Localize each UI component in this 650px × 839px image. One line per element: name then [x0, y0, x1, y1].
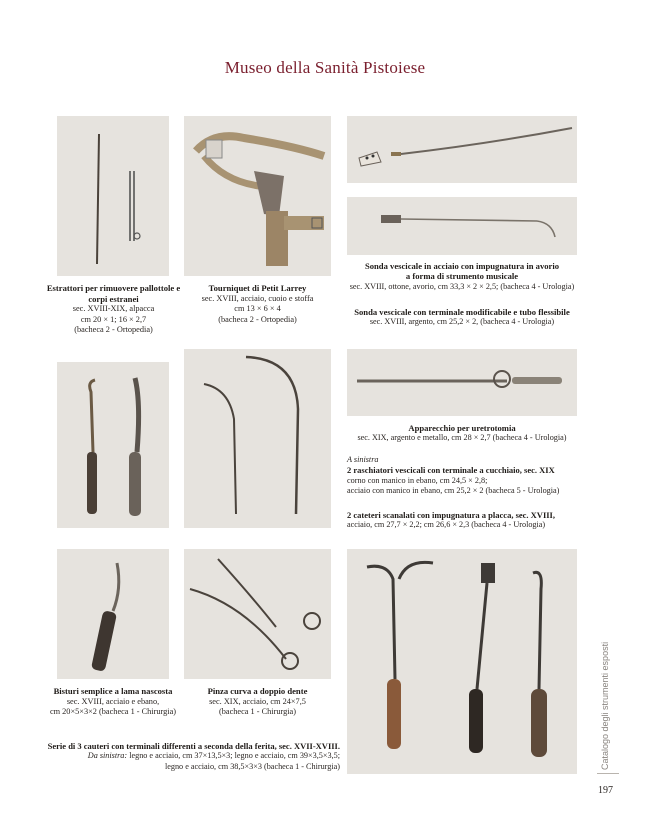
- caption-line: cm 20 × 1; 16 × 2,7: [80, 314, 147, 324]
- caption-tourniquet: [184, 283, 331, 325]
- caption-bisturi: [42, 686, 184, 718]
- caption-line: corno con manico in ebano, cm 24,5 × 2,8;: [347, 475, 488, 485]
- caption-line: sec. XVIII, argento, cm 25,2 × 2, (bacheca 4 - Urologia): [369, 317, 555, 327]
- caption-line: cm 13 × 6 × 4: [234, 304, 281, 314]
- caption-line: (bacheca 1 - Chirurgia): [218, 707, 297, 717]
- caption-line: legno e acciaio, cm 38,5×3×3 (bacheca 1 - Chirurgia): [164, 761, 340, 771]
- caption-label: A sinistra: [347, 455, 379, 464]
- page-number: 197: [598, 785, 613, 796]
- caption-line: acciaio, cm 27,7 × 2,2; cm 26,6 × 2,3 (bacheca 4 - Urologia): [347, 520, 546, 530]
- page-title: Museo della Sanità Pistoiese: [224, 58, 426, 77]
- caption-title: Serie di 3 cauteri con terminali differenti a seconda della ferita, sec. XVII-XVIII.: [47, 741, 340, 751]
- photo-cauteri: [347, 549, 577, 774]
- caption-cateteri: [347, 510, 587, 531]
- caption-line: sec. XVIII-XIX, alpacca: [72, 304, 155, 314]
- caption-line: sec. XIX, argento e metallo, cm 28 × 2,7 (bacheca 4 - Urologia): [357, 433, 567, 443]
- caption-line-text: legno e acciaio, cm 37×13,5×3; legno e acciaio, cm 39×3,5×3,5;: [127, 751, 340, 761]
- caption-sonda-avorio: [340, 261, 584, 292]
- photo-uretrotomia: [347, 349, 577, 416]
- caption-line: sec. XIX, acciaio, cm 24×7,5: [209, 696, 306, 706]
- caption-pinza: [184, 686, 331, 718]
- caption-uretrotomia: [340, 423, 584, 444]
- caption-title: Sonda vescicale in acciaio con impugnatura in avorio: [364, 261, 560, 271]
- photo-sonda-avorio: [347, 116, 577, 183]
- caption-raschiatori: [347, 455, 587, 497]
- caption-line: [40, 751, 340, 761]
- caption-line: (bacheca 2 - Ortopedia): [74, 325, 153, 335]
- photo-tourniquet: [184, 116, 331, 276]
- caption-title: 2 cateteri scanalati con impugnatura a placca, sec. XVIII,: [347, 510, 555, 520]
- caption-line: sec. XVIII, acciaio, cuoio e stoffa: [201, 293, 314, 303]
- divider: [597, 773, 619, 774]
- caption-line: acciaio con manico in ebano, cm 25,2 × 2 (bacheca 5 - Urologia): [347, 486, 560, 496]
- photo-raschiatori: [57, 362, 169, 528]
- caption-label: Da sinistra:: [87, 751, 128, 761]
- caption-line: sec. XVIII, ottone, avorio, cm 33,3 × 2 × 2,5; (bacheca 4 - Urologia): [349, 281, 575, 291]
- caption-title: Bisturi semplice a lama nascosta: [53, 686, 173, 696]
- side-title: Catalogo degli strumenti esposti: [600, 641, 610, 770]
- caption-estrattori: [46, 283, 181, 336]
- photo-sonda-flessibile: [347, 197, 577, 255]
- caption-line: sec. XVIII, acciaio e ebano,: [66, 696, 160, 706]
- caption-line: (bacheca 2 - Ortopedia): [218, 314, 297, 324]
- caption-title: Tourniquet di Petit Larrey: [208, 283, 307, 293]
- caption-title: Apparecchio per uretrotomia: [408, 423, 516, 433]
- caption-title: Sonda vescicale con terminale modificabile e tubo flessibile: [354, 307, 570, 317]
- caption-sonda-flessibile: [340, 307, 584, 328]
- photo-estrattori: [57, 116, 169, 276]
- side-title-wrap: [590, 620, 610, 770]
- photo-bisturi: [57, 549, 169, 679]
- caption-title: a forma di strumento musicale: [405, 271, 519, 282]
- caption-title: 2 raschiatori vescicali con terminale a cucchiaio, sec. XIX: [347, 465, 555, 476]
- caption-title: Estrattori per rimuovere pallottole e corpi estranei: [46, 283, 181, 304]
- caption-cauteri: [40, 741, 340, 772]
- photo-pinza: [184, 549, 331, 679]
- caption-title: Pinza curva a doppio dente: [207, 686, 308, 696]
- caption-line: cm 20×5×3×2 (bacheca 1 - Chirurgia): [49, 707, 177, 717]
- photo-cateteri: [184, 349, 331, 528]
